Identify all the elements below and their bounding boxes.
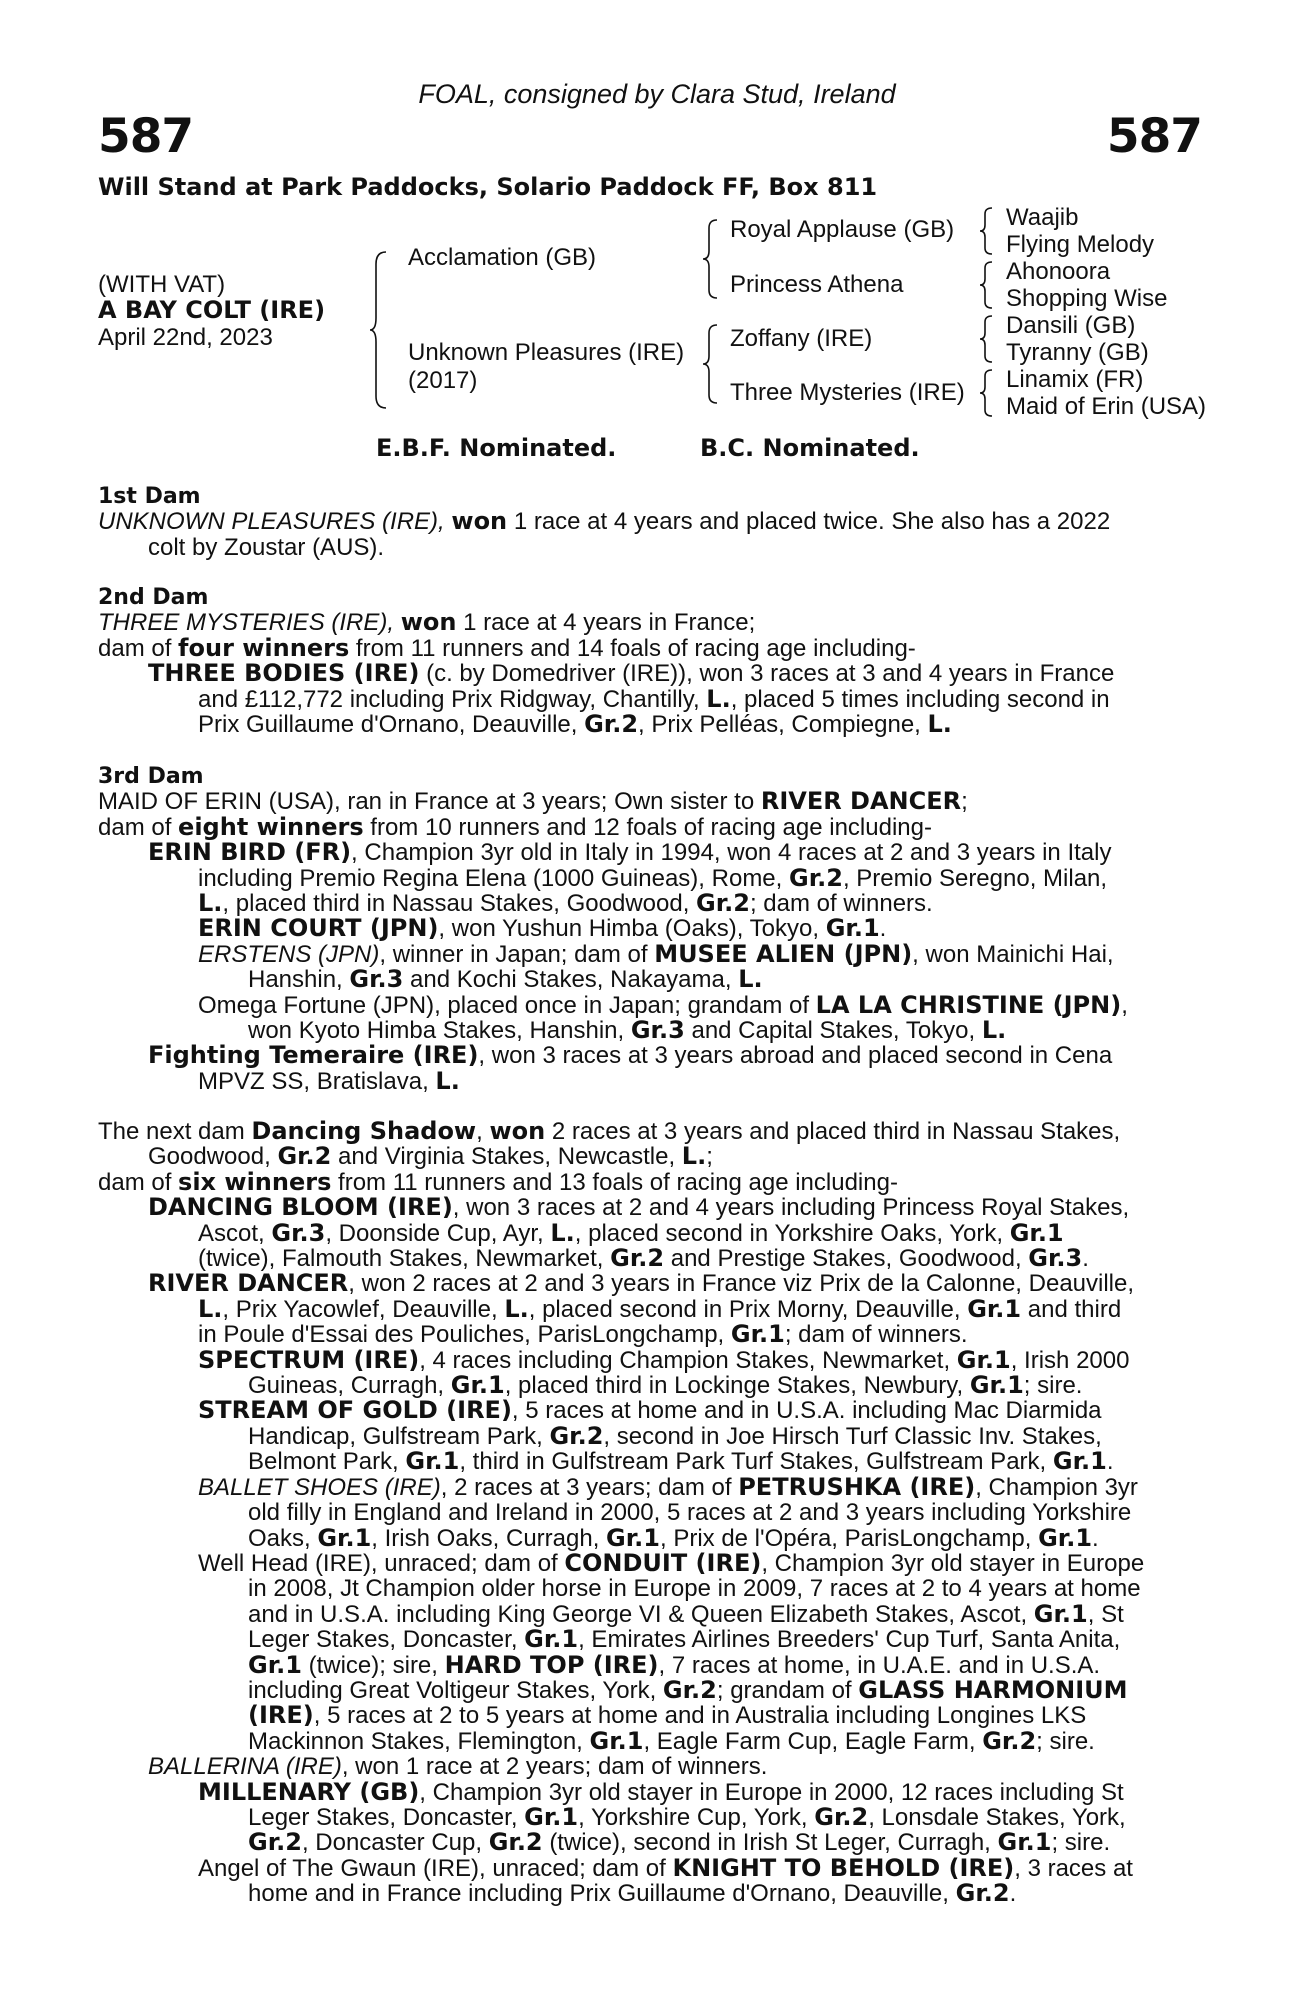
text: The next dam — [98, 1118, 245, 1145]
bc-nominated: B.C. Nominated. — [700, 434, 920, 462]
text: , Lonsdale Stakes, York, — [868, 1803, 1126, 1831]
foaling-date: April 22nd, 2023 — [98, 324, 273, 351]
horse-name: Fighting Temeraire (IRE) — [148, 1041, 479, 1070]
horse-name: RIVER DANCER — [760, 787, 962, 816]
group-tag: Gr.2 — [549, 1421, 604, 1450]
text: . — [1009, 1880, 1017, 1908]
text: Belmont Park, — [248, 1448, 399, 1476]
group-tag: Gr.1 — [956, 1345, 1011, 1374]
text: Leger Stakes, Doncaster, — [248, 1803, 518, 1831]
listed-tag: L. — [198, 889, 223, 918]
sds: Ahonoora — [1006, 258, 1111, 285]
text: , winner in Japan; dam of — [379, 940, 648, 968]
dam-year: (2017) — [408, 367, 478, 394]
text: Well Head (IRE), unraced; dam of — [198, 1549, 558, 1577]
listed-tag: L. — [504, 1294, 529, 1323]
second-dam-heading: 2nd Dam — [98, 585, 209, 610]
text: . — [1106, 1448, 1114, 1476]
second-dam-name: THREE MYSTERIES (IRE), — [98, 609, 395, 637]
group-tag: Gr.1 — [1009, 1218, 1064, 1247]
text: including Premio Regina Elena (1000 Guineas), Rome, — [198, 864, 783, 892]
first-dam-heading: 1st Dam — [98, 484, 201, 509]
group-tag: Gr.2 — [696, 889, 750, 918]
text: and Virginia Stakes, Newcastle, — [338, 1143, 676, 1171]
text: 2 races at 3 years and placed third in Nassau Stakes, — [551, 1118, 1121, 1145]
dam-record-cont: colt by Zoustar (AUS). — [148, 533, 385, 561]
third-dam-heading: 3rd Dam — [98, 764, 204, 789]
text: and third — [1027, 1295, 1122, 1323]
text: Leger Stakes, Doncaster, — [248, 1626, 518, 1654]
group-tag: Gr.2 — [789, 863, 843, 892]
winners-count: four winners — [178, 633, 350, 662]
sss: Waajib — [1006, 204, 1079, 231]
horse-name: MILLENARY (GB) — [198, 1777, 420, 1806]
text: in Poule d'Essai des Pouliches, ParisLongchamp, — [198, 1321, 725, 1349]
group-tag: Gr.2 — [814, 1802, 869, 1831]
text: (c. by Domedriver (IRE)), won 3 races at 3 and 4 years in France — [426, 660, 1115, 688]
text: from 10 runners and 12 foals of racing age including- — [370, 813, 932, 841]
text: , won Yushun Himba (Oaks), Tokyo, — [438, 915, 820, 943]
text: , third in Gulfstream Park Turf Stakes, Gulfstream Park, — [459, 1448, 1047, 1476]
text: , Doncaster Cup, — [301, 1829, 483, 1857]
listed-tag: L. — [550, 1218, 575, 1247]
horse-name: LA LA CHRISTINE (JPN) — [815, 990, 1122, 1019]
dam-name: UNKNOWN PLEASURES (IRE), — [98, 508, 445, 536]
text: and £112,772 including Prix Ridgway, Chantilly, — [198, 685, 700, 713]
next-dam-section — [98, 1119, 1198, 1907]
text: ; — [706, 1143, 713, 1171]
text: , Champion 3yr — [975, 1473, 1138, 1501]
group-tag: Gr.1 — [967, 1294, 1022, 1323]
horse-name: ERSTENS (JPN) — [198, 940, 380, 968]
listed-tag: L. — [198, 1294, 223, 1323]
second-dam-section — [98, 585, 1198, 737]
winners-count: eight winners — [178, 812, 364, 841]
first-dam-section — [98, 484, 1198, 560]
text: in 2008, Jt Champion older horse in Europe in 2009, 7 races at 2 to 4 years at home — [248, 1575, 1141, 1603]
text: dam of — [98, 1168, 172, 1196]
group-tag: Gr.1 — [1033, 1599, 1088, 1628]
text: and Capital Stakes, Tokyo, — [691, 1017, 976, 1045]
text: , Irish 2000 — [1010, 1346, 1130, 1374]
text: , Emirates Airlines Breeders' Cup Turf, Santa Anita, — [578, 1626, 1121, 1654]
consignor-line: FOAL, consigned by Clara Stud, Ireland — [418, 79, 896, 109]
text: , 5 races at home and in U.S.A. including Mac Diarmida — [511, 1397, 1102, 1425]
text: (twice); sire, — [308, 1651, 438, 1679]
text: , Premio Seregno, Milan, — [842, 864, 1108, 892]
group-tag: Gr.2 — [488, 1828, 543, 1857]
dss: Dansili (GB) — [1006, 312, 1136, 339]
group-tag: Gr.3 — [1028, 1244, 1083, 1273]
text: dam of — [98, 634, 172, 662]
group-tag: Gr.2 — [584, 710, 639, 739]
text: , Champion 3yr old stayer in Europe — [761, 1549, 1145, 1577]
horse-name: A BAY COLT (IRE) — [98, 296, 326, 324]
text: , — [1121, 991, 1128, 1019]
horse-name: HARD TOP (IRE) — [444, 1650, 659, 1679]
won-label: won — [489, 1117, 546, 1145]
text: ; dam of winners. — [749, 890, 933, 918]
text: Angel of The Gwaun (IRE), unraced; dam of — [198, 1854, 666, 1882]
text: and Prestige Stakes, Goodwood, — [670, 1245, 1022, 1273]
text: , won 1 race at 2 years; dam of winners. — [341, 1753, 768, 1781]
dam: Unknown Pleasures (IRE) — [408, 339, 685, 366]
group-tag: Gr.2 — [662, 1675, 717, 1704]
group-tag: Gr.1 — [1052, 1447, 1107, 1476]
listed-tag: L. — [927, 710, 952, 739]
text: , placed third in Lockinge Stakes, Newbury, — [504, 1372, 964, 1400]
horse-name: MUSEE ALIEN (JPN) — [654, 939, 913, 968]
listed-tag: L. — [738, 965, 763, 994]
text: MAID OF ERIN (USA), ran in France at 3 years; Own sister to — [98, 788, 755, 816]
text: , St — [1087, 1600, 1124, 1628]
sire: Acclamation (GB) — [408, 244, 597, 271]
listed-tag: L. — [706, 684, 731, 713]
group-tag: Gr.1 — [969, 1371, 1024, 1400]
text: , Irish Oaks, Curragh, — [371, 1524, 600, 1552]
text: , 3 races at — [1014, 1854, 1133, 1882]
dsd: Tyranny (GB) — [1006, 339, 1149, 366]
group-tag: Gr.1 — [317, 1523, 372, 1552]
dam-dam: Three Mysteries (IRE) — [730, 379, 965, 406]
text: , placed third in Nassau Stakes, Goodwood, — [222, 890, 690, 918]
horse-name: STREAM OF GOLD (IRE) — [198, 1396, 512, 1425]
sdd: Shopping Wise — [1006, 285, 1168, 312]
ddd: Maid of Erin (USA) — [1006, 393, 1207, 420]
record-text: 1 race at 4 years in France; — [463, 609, 756, 637]
horse-name: Dancing Shadow — [251, 1117, 477, 1145]
ssd: Flying Melody — [1006, 231, 1155, 258]
sire-sire: Royal Applause (GB) — [730, 216, 955, 243]
group-tag: Gr.1 — [248, 1650, 302, 1679]
text: Ascot, — [198, 1219, 265, 1247]
lot-number-right: 587 — [1106, 109, 1202, 164]
text: , won 2 races at 2 and 3 years in France viz Prix de la Calonne, Deauville, — [348, 1270, 1135, 1298]
horse-name: KNIGHT TO BEHOLD (IRE) — [672, 1853, 1015, 1882]
text: from 11 runners and 13 foals of racing age including- — [338, 1168, 898, 1196]
text: dam of — [98, 813, 172, 841]
group-tag: Gr.1 — [450, 1371, 505, 1400]
text: ; grandam of — [716, 1676, 852, 1704]
text: Omega Fortune (JPN), placed once in Japan; grandam of — [198, 991, 809, 1019]
horse-name: PETRUSHKA (IRE) — [738, 1472, 976, 1501]
group-tag: Gr.2 — [955, 1879, 1010, 1908]
text: , Prix Pelléas, Compiegne, — [638, 711, 921, 739]
dam-record: 1 race at 4 years and placed twice. She also has a 2022 — [513, 508, 1111, 536]
text: ; sire. — [1023, 1372, 1083, 1400]
text: won Kyoto Himba Stakes, Hanshin, — [248, 1017, 625, 1045]
text: Goodwood, — [148, 1143, 271, 1171]
listed-tag: L. — [981, 1016, 1007, 1045]
text: , Doonside Cup, Ayr, — [325, 1219, 544, 1247]
text: , second in Joe Hirsch Turf Classic Inv. Stakes, — [603, 1422, 1102, 1450]
text: Guineas, Curragh, — [248, 1372, 445, 1400]
horse-name: GLASS HARMONIUM — [858, 1675, 1128, 1704]
pedigree-brace-dd — [980, 368, 994, 418]
dds: Linamix (FR) — [1006, 366, 1144, 393]
text: , Eagle Farm Cup, Eagle Farm, — [643, 1727, 976, 1755]
text: , placed second in Yorkshire Oaks, York, — [574, 1219, 1004, 1247]
text: Oaks, — [248, 1524, 311, 1552]
group-tag: Gr.3 — [349, 965, 404, 994]
text: , 5 races at 2 to 5 years at home and in Australia including Longines LKS — [313, 1702, 1087, 1730]
ebf-nominated: E.B.F. Nominated. — [376, 434, 617, 462]
group-tag: Gr.1 — [730, 1320, 785, 1349]
horse-name: (IRE) — [248, 1701, 314, 1730]
horse-name: ERIN BIRD (FR) — [148, 838, 352, 867]
text: ; — [961, 788, 968, 816]
text: , won Mainichi Hai, — [912, 940, 1114, 968]
group-tag: Gr.1 — [606, 1523, 660, 1552]
horse-name: SPECTRUM (IRE) — [198, 1345, 420, 1374]
third-dam-section — [98, 764, 1198, 1094]
text: . — [1092, 1524, 1099, 1552]
text: . — [1082, 1245, 1089, 1273]
group-tag: Gr.3 — [271, 1218, 326, 1247]
group-tag: Gr.1 — [997, 1828, 1052, 1857]
listed-tag: L. — [681, 1142, 707, 1171]
group-tag: Gr.1 — [589, 1726, 644, 1755]
text: including Great Voltigeur Stakes, York, — [248, 1676, 657, 1704]
horse-name: ERIN COURT (JPN) — [198, 914, 439, 943]
group-tag: Gr.1 — [524, 1802, 579, 1831]
text: and Kochi Stakes, Nakayama, — [410, 966, 732, 994]
group-tag: Gr.1 — [825, 914, 880, 943]
group-tag: Gr.1 — [1038, 1523, 1093, 1552]
group-tag: Gr.3 — [630, 1016, 685, 1045]
text: and in U.S.A. including King George VI & Queen Elizabeth Stakes, Ascot, — [248, 1600, 1028, 1628]
group-tag: Gr.2 — [982, 1726, 1037, 1755]
text: , 7 races at home, in U.A.E. and in U.S.A. — [658, 1651, 1101, 1679]
group-tag: Gr.2 — [277, 1142, 332, 1171]
text: ; dam of winners. — [784, 1321, 968, 1349]
text: (twice), second in Irish St Leger, Curragh, — [549, 1829, 991, 1857]
text: Mackinnon Stakes, Flemington, — [248, 1727, 583, 1755]
pedigree-brace-dam — [703, 323, 719, 405]
group-tag: Gr.1 — [405, 1447, 460, 1476]
text: old filly in England and Ireland in 2000, 5 races at 2 and 3 years including Yorkshire — [248, 1499, 1132, 1527]
group-tag: Gr.2 — [610, 1244, 665, 1273]
won-label: won — [451, 507, 508, 536]
text: (twice), Falmouth Stakes, Newmarket, — [198, 1245, 604, 1273]
pedigree-brace-ss — [980, 206, 994, 256]
text: , Prix Yacowlef, Deauville, — [222, 1295, 498, 1323]
text: home and in France including Prix Guillaume d'Ornano, Deauville, — [248, 1880, 949, 1908]
pedigree-brace-sd — [980, 260, 994, 310]
text: , won 3 races at 3 years abroad and placed second in Cena — [478, 1042, 1113, 1070]
vat-note: (WITH VAT) — [98, 271, 226, 298]
text: , Champion 3yr old in Italy in 1994, won 4 races at 2 and 3 years in Italy — [351, 839, 1112, 867]
dam-sire: Zoffany (IRE) — [730, 325, 873, 352]
text: , Prix de l'Opéra, ParisLongchamp, — [659, 1524, 1032, 1552]
text: , 2 races at 3 years; dam of — [440, 1473, 732, 1501]
text: Hanshin, — [248, 966, 343, 994]
lot-number-left: 587 — [98, 109, 194, 164]
text: from 11 runners and 14 foals of racing age including- — [355, 634, 916, 662]
winners-count: six winners — [178, 1167, 332, 1196]
horse-name: BALLET SHOES (IRE) — [198, 1473, 441, 1501]
text: , placed second in Prix Morny, Deauville, — [528, 1295, 961, 1323]
group-tag: Gr.1 — [524, 1625, 579, 1654]
pedigree-brace-sire — [703, 218, 719, 300]
group-tag: Gr.2 — [248, 1828, 302, 1857]
text: , placed 5 times including second in — [730, 685, 1110, 713]
horse-name: DANCING BLOOM (IRE) — [148, 1193, 453, 1222]
pedigree-brace-ds — [980, 314, 994, 364]
pedigree-brace-main — [370, 250, 390, 410]
won-label: won — [400, 608, 457, 637]
text: , Yorkshire Cup, York, — [578, 1803, 808, 1831]
text: , won 3 races at 2 and 4 years including Princess Royal Stakes, — [452, 1194, 1130, 1222]
text: , Champion 3yr old stayer in Europe in 2000, 12 races including St — [419, 1778, 1124, 1806]
sire-dam: Princess Athena — [730, 271, 904, 298]
text: Prix Guillaume d'Ornano, Deauville, — [198, 711, 578, 739]
horse-name: RIVER DANCER — [148, 1269, 349, 1298]
horse-name: BALLERINA (IRE) — [148, 1753, 342, 1781]
text: , — [476, 1118, 483, 1145]
text: Handicap, Gulfstream Park, — [248, 1422, 543, 1450]
text: , 4 races including Champion Stakes, Newmarket, — [419, 1346, 951, 1374]
produce-name: THREE BODIES (IRE) — [148, 659, 420, 688]
text: ; sire. — [1051, 1829, 1111, 1857]
text: . — [879, 915, 887, 943]
text: ; sire. — [1036, 1727, 1095, 1755]
text: MPVZ SS, Bratislava, — [198, 1067, 429, 1095]
listed-tag: L. — [435, 1066, 460, 1095]
stand-location: Will Stand at Park Paddocks, Solario Paddock FF, Box 811 — [98, 173, 878, 201]
horse-name: CONDUIT (IRE) — [564, 1548, 762, 1577]
